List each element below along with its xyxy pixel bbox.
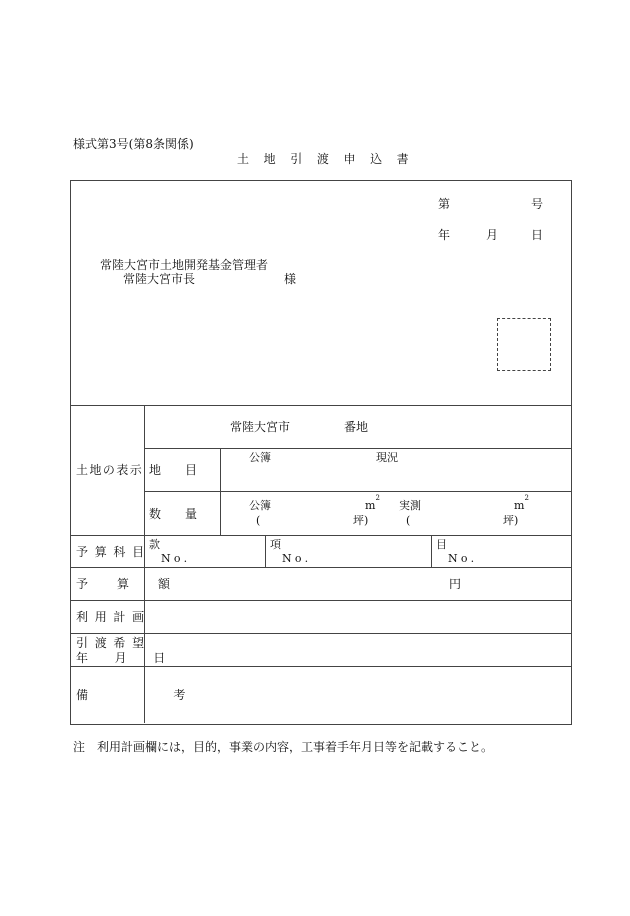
seal-box bbox=[497, 318, 551, 371]
reference-go: 号 bbox=[531, 197, 544, 211]
date-year: 年 bbox=[438, 228, 451, 242]
row-divider bbox=[70, 633, 571, 634]
area-koubo-sqm-unit: $m^2$ bbox=[365, 494, 380, 512]
recipient-line-2: 常陸大宮市長 bbox=[123, 272, 196, 286]
budget-kou-no: No. bbox=[282, 552, 312, 565]
form-number: 様式第3号(第8条関係) bbox=[73, 137, 194, 151]
budget-kou-label: 項 bbox=[270, 538, 281, 551]
row-divider bbox=[70, 567, 571, 568]
usage-plan-label: 利 用 計 画 bbox=[76, 610, 146, 624]
location-city: 常陸大宮市 bbox=[230, 420, 291, 434]
honorific: 様 bbox=[284, 272, 297, 286]
land-display-label: 土地の表示 bbox=[76, 463, 144, 477]
row-divider bbox=[144, 491, 571, 492]
area-koubo-label: 公簿 bbox=[249, 499, 271, 512]
row-divider bbox=[144, 448, 571, 449]
budget-items-label: 予 算 科 目 bbox=[76, 545, 146, 559]
budget-kan-label: 款 bbox=[149, 538, 160, 551]
chimoku-koubo: 公簿 bbox=[249, 451, 271, 464]
label-column-divider bbox=[144, 405, 145, 723]
budget-moku-label: 目 bbox=[436, 538, 447, 551]
row-divider bbox=[70, 666, 571, 667]
area-jissoku-tsubo: 坪) bbox=[503, 514, 519, 527]
budget-amount-yen: 円 bbox=[449, 577, 462, 591]
chimoku-genkyou: 現況 bbox=[376, 451, 398, 464]
handover-date-label-2: 年 月 日 bbox=[76, 651, 177, 665]
area-jissoku-label: 実測 bbox=[399, 499, 421, 512]
budget-amount-label: 予 算 額 bbox=[76, 577, 183, 591]
tsubo-open-paren: ( bbox=[406, 514, 411, 527]
suuryou-label: 数 量 bbox=[149, 507, 198, 521]
budget-column-divider bbox=[265, 535, 266, 567]
area-jissoku-sqm-unit: $m^2$ bbox=[514, 494, 529, 512]
reference-dai: 第 bbox=[438, 197, 451, 211]
chimoku-label: 地 目 bbox=[149, 463, 198, 477]
date-month: 月 bbox=[486, 228, 499, 242]
recipient-line-1: 常陸大宮市土地開発基金管理者 bbox=[100, 258, 269, 272]
budget-column-divider bbox=[431, 535, 432, 567]
location-banchi: 番地 bbox=[344, 420, 369, 434]
budget-kan-no: No. bbox=[161, 552, 191, 565]
tsubo-open-paren: ( bbox=[256, 514, 261, 527]
date-day: 日 bbox=[531, 228, 544, 242]
document-title: 土 地 引 渡 申 込 書 bbox=[237, 152, 415, 166]
handover-date-label-1: 引 渡 希 望 bbox=[76, 636, 146, 650]
area-koubo-tsubo: 坪) bbox=[353, 514, 369, 527]
remarks-label: 備 考 bbox=[76, 688, 227, 702]
sublabel-column-divider bbox=[220, 448, 221, 535]
footnote: 注 利用計画欄には，目的，事業の内容，工事着手年月日等を記載すること。 bbox=[73, 740, 494, 754]
section-divider bbox=[70, 405, 571, 406]
row-divider bbox=[70, 535, 571, 536]
budget-moku-no: No. bbox=[448, 552, 478, 565]
row-divider bbox=[70, 600, 571, 601]
